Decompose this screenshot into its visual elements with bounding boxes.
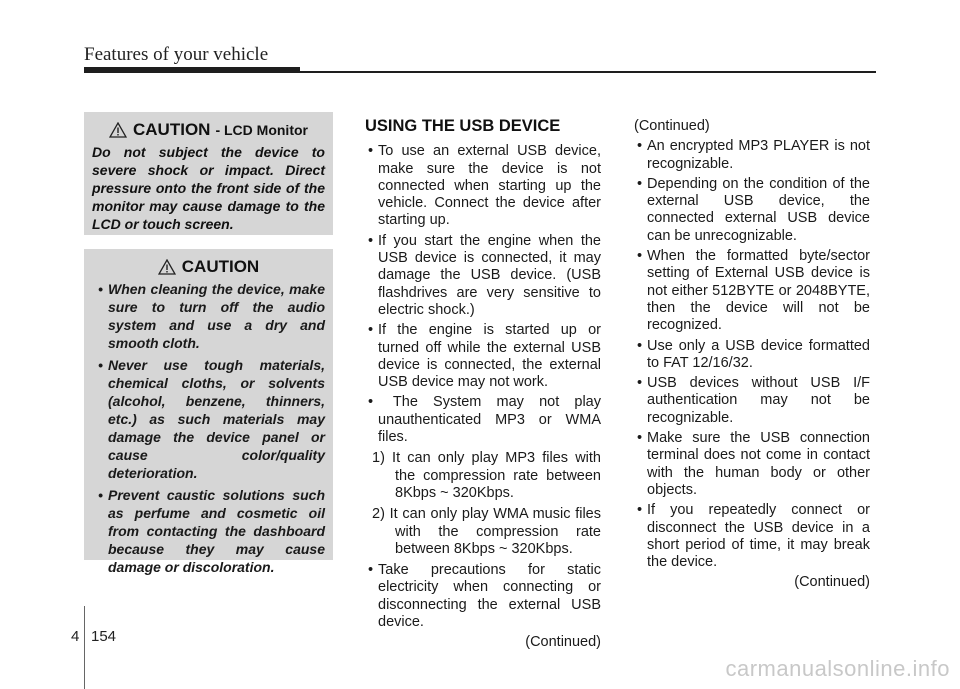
caution-list: [92, 280, 325, 576]
caution-item: • Never use tough materials, chemical cloths, or solvents (alcohol, benzene, thinners, etc.) as such materials may damage the device panel or cause color/quality deterioration.: [92, 356, 325, 482]
warning-triangle-icon: [158, 259, 176, 275]
caution-title: CAUTION: [181, 257, 260, 276]
list-item: • To use an external USB device, make sure the device is not connected when starting up the vehicle. Connect the device after starting up.: [365, 143, 601, 229]
continued-label: (Continued): [794, 574, 870, 591]
section-title: USING THE USB DEVICE: [365, 117, 561, 135]
list-item: [365, 394, 601, 446]
list-item: • Depending on the condition of the external USB device, the connected external USB device can be unrecognizable.: [634, 176, 870, 245]
caution-heading: [92, 257, 325, 277]
page-header-title: Features of your vehicle: [84, 44, 269, 65]
caution-box-lcd: [84, 112, 333, 235]
footer-divider: [84, 606, 85, 689]
header-rule-thin: [300, 71, 876, 73]
usb-section-column: [365, 118, 601, 652]
usb-continued-column: [634, 118, 870, 592]
caution-box-general: [84, 249, 333, 575]
list-item: • Make sure the USB connection terminal does not come in contact with the human body or other objects.: [634, 430, 870, 499]
list-item: • If you repeatedly connect or disconnect the USB device in a short period of time, it may break the device.: [634, 502, 870, 571]
list-item: • Take precautions for static electricity when connecting or disconnecting the external USB device.: [365, 562, 601, 631]
header-rule-thick: [84, 67, 300, 73]
caution-title: CAUTION: [133, 120, 211, 139]
caution-subtitle: - LCD Monitor: [215, 122, 308, 138]
watermark: carmanualsonline.info: [725, 656, 950, 681]
numbered-sub-list: [365, 450, 601, 558]
list-item: • If the engine is started up or turned off while the external USB device is connected, the external USB device may not work.: [365, 322, 601, 391]
list-item: • An encrypted MP3 PLAYER is not recognizable.: [634, 138, 870, 173]
list-item: • USB devices without USB I/F authentication may not be recognizable.: [634, 375, 870, 427]
caution-item: • When cleaning the device, make sure to turn off the audio system and use a dry and smooth cloth.: [92, 280, 325, 352]
page-number: 154: [91, 628, 117, 645]
continued-label: (Continued): [525, 634, 601, 651]
list-item: • If you start the engine when the USB device is connected, it may damage the USB device. (USB flashdrives are very sensitive to electric shock.): [365, 233, 601, 319]
continued-label-top: (Continued): [634, 118, 710, 134]
warning-triangle-icon: [109, 122, 127, 138]
list-item: • When the formatted byte/sector setting of External USB device is not either 512BYTE or 2048BYTE, then the device will not be recognized.: [634, 248, 870, 334]
caution-heading: [92, 120, 325, 140]
list-item-text: The System may not play unauthenticated MP3 or WMA files.: [378, 394, 601, 446]
caution-item: • Prevent caustic solutions such as perfume and cosmetic oil from contacting the dashboard because they may cause damage or discoloration.: [92, 486, 325, 576]
chapter-number: 4: [71, 628, 80, 645]
usb-bullet-list: [365, 143, 601, 446]
sub-list-item: 1) It can only play MP3 files with the compression rate between 8Kbps ~ 320Kbps.: [372, 450, 601, 501]
sub-list-item: 2) It can only play WMA music files with the compression rate between 8Kbps ~ 320Kbps.: [372, 506, 601, 557]
list-item: • Use only a USB device formatted to FAT 12/16/32.: [634, 338, 870, 373]
caution-lcd-text: Do not subject the device to severe shock or impact. Direct pressure onto the front side of the monitor may cause damage to the LCD or touch screen.: [92, 144, 325, 232]
usb-bullet-list-tail: [365, 562, 601, 631]
usb-continued-list: [634, 138, 870, 571]
